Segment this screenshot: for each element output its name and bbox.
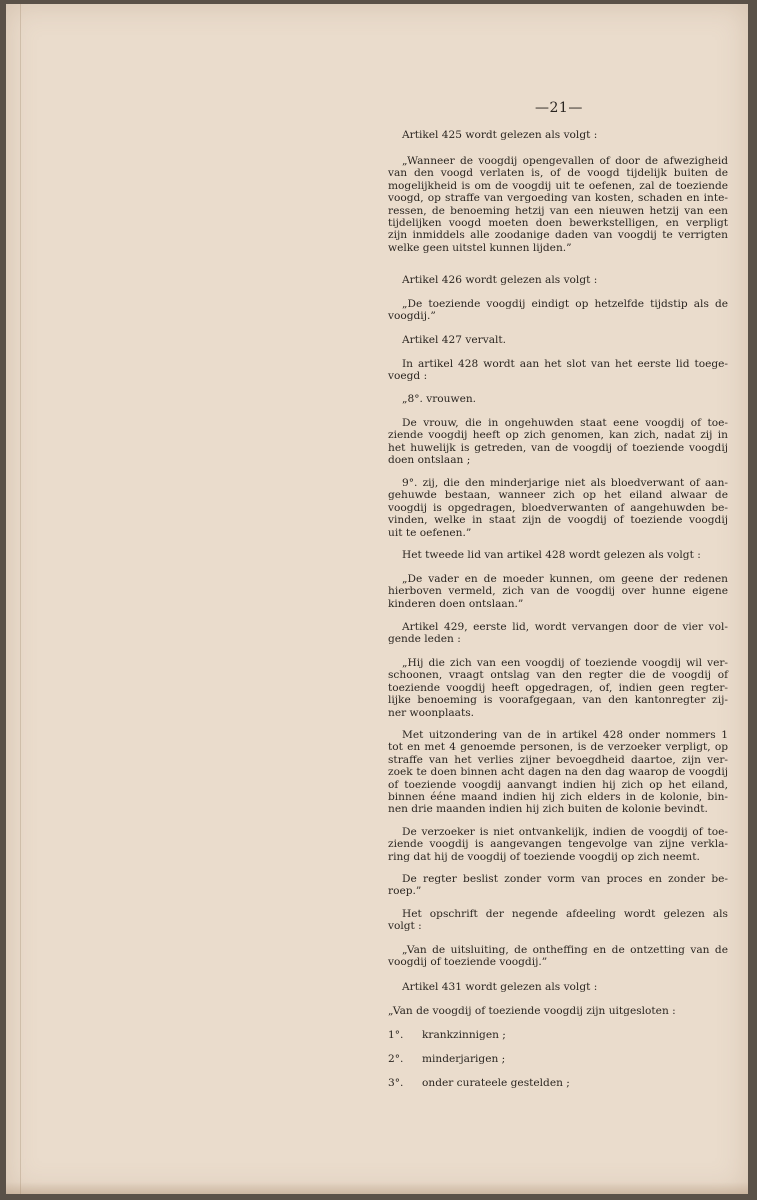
paragraph [388, 393, 728, 405]
text-line: zoek te doen binnen acht dagen na den dag waarop de voogdij [388, 766, 728, 779]
text-line: „Van de voogdij of toeziende voogdij zijn uitgesloten : [388, 1005, 676, 1017]
list-text: krankzinnigen ; [422, 1029, 506, 1041]
paragraph [388, 1005, 728, 1017]
paragraph [388, 657, 728, 719]
paragraph [388, 298, 728, 323]
paragraph [388, 826, 728, 863]
text-line: 9°. zij, die den minderjarige niet als bloedverwant of aan- [402, 477, 728, 489]
text-line: voogdij.” [388, 310, 436, 323]
paragraph [388, 944, 728, 969]
page-number: —21— [535, 100, 583, 116]
paragraph [388, 155, 728, 254]
text-line: gehuwde bestaan, wanneer zich op het eiland alwaar de [388, 489, 728, 502]
text-line: „Van de uitsluiting, de ontheffing en de ontzetting van de [402, 944, 728, 956]
text-line: Artikel 427 vervalt. [402, 334, 507, 346]
text-line: nen drie maanden indien hij zich buiten de kolonie bevindt. [388, 803, 708, 816]
text-line: kinderen doen ontslaan.” [388, 597, 524, 610]
list-number: 2°. [388, 1053, 404, 1065]
text-line: roep.” [388, 885, 422, 898]
text-line: „De vader en de moeder kunnen, om geene der redenen [402, 573, 728, 585]
text-line: lijke benoeming is voorafgegaan, van den kantonregter zij- [388, 694, 728, 707]
text-line: of toeziende voogdij aanvangt indien hij zich op het eiland, [388, 778, 728, 791]
text-line: doen ontslaan ; [388, 454, 471, 467]
text-line: „8°. vrouwen. [402, 393, 477, 405]
text-line: schoonen, vraagt ontslag van den regter die de voogdij of [388, 669, 728, 682]
list-text: minderjarigen ; [422, 1053, 506, 1065]
text-line: zijn inmiddels alle zoodanige daden van voogdij te verrigten [388, 229, 728, 242]
text-line: binnen ééne maand indien hij zich elders in de kolonie, bin- [388, 791, 728, 804]
text-line: voogdij is opgedragen, bloedverwanten of aangehuwden be- [388, 501, 728, 514]
text-line: Met uitzondering van de in artikel 428 onder nommers 1 [402, 729, 728, 741]
paragraph [388, 334, 728, 346]
list-item [388, 1053, 728, 1065]
text-line: ressen, de benoeming hetzij van een nieuwen hetzij van een [388, 204, 728, 217]
text-line: toeziende voogdij heeft opgedragen, of, indien geen regter- [388, 681, 728, 694]
text-line: Het opschrift der negende afdeeling wordt gelezen als [402, 908, 728, 920]
text-line: voegd : [388, 370, 428, 383]
paragraph [388, 477, 728, 539]
paragraph [388, 417, 728, 467]
text-line: welke geen uitstel kunnen lijden.” [388, 241, 572, 254]
paragraph [388, 129, 728, 141]
list-item [388, 1077, 728, 1089]
text-line: voogdij of toeziende voogdij.” [388, 956, 548, 969]
text-line: volgt : [388, 920, 422, 933]
list-item [388, 1029, 728, 1041]
list-text: onder curateele gestelden ; [422, 1077, 570, 1089]
text-line: ring dat hij de voogdij of toeziende voogdij op zich neemt. [388, 850, 700, 863]
text-line: In artikel 428 wordt aan het slot van het eerste lid toege- [402, 358, 728, 370]
paragraph [388, 549, 728, 561]
text-line: Artikel 426 wordt gelezen als volgt : [402, 274, 598, 286]
text-line: tijdelijken voogd moeten doen bewerkstelligen, en verpligt [388, 217, 728, 230]
document-page [6, 4, 748, 1194]
text-line: De vrouw, die in ongehuwden staat eene voogdij of toe- [402, 417, 728, 429]
text-line: De regter beslist zonder vorm van proces en zonder be- [402, 873, 728, 885]
text-line: uit te oefenen.” [388, 526, 472, 539]
text-line: hierboven vermeld, zich van de voogdij over hunne eigene [388, 585, 728, 598]
paragraph [388, 274, 728, 286]
paragraph [388, 981, 728, 993]
text-line: gende leden : [388, 633, 461, 646]
paragraph [388, 729, 728, 816]
paragraph [388, 873, 728, 898]
text-line: ner woonplaats. [388, 706, 475, 719]
list-number: 3°. [388, 1077, 404, 1089]
text-line: het huwelijk is getreden, van de voogdij of toeziende voogdij [388, 441, 728, 454]
text-line: voogd, op straffe van vergoeding van kosten, schaden en inte- [388, 192, 728, 205]
text-line: vinden, welke in staat zijn de voogdij of toeziende voogdij [388, 514, 728, 527]
text-line: Artikel 425 wordt gelezen als volgt : [402, 129, 598, 141]
paragraph [388, 908, 728, 933]
text-line: ziende voogdij heeft op zich genomen, kan zich, nadat zij in [388, 429, 728, 442]
text-line: mogelijkheid is om de voogdij uit te oefenen, zal de toeziende [388, 179, 728, 192]
text-line: De verzoeker is niet ontvankelijk, indien de voogdij of toe- [402, 826, 728, 838]
text-line: „Hij die zich van een voogdij of toeziende voogdij wil ver- [402, 657, 728, 669]
text-line: ziende voogdij is aangevangen tengevolge van zijne verkla- [388, 838, 728, 851]
list-number: 1°. [388, 1029, 404, 1041]
text-line: Het tweede lid van artikel 428 wordt gelezen als volgt : [402, 549, 701, 561]
text-line: van den voogd verlaten is, of de voogd tijdelijk buiten de [388, 167, 728, 180]
text-line: tot en met 4 genoemde personen, is de verzoeker verpligt, op [388, 741, 728, 754]
text-line: „Wanneer de voogdij opengevallen of door de afwezigheid [402, 155, 728, 167]
paragraph [388, 573, 728, 610]
paragraph [388, 358, 728, 383]
text-line: „De toeziende voogdij eindigt op hetzelfde tijdstip als de [402, 298, 728, 310]
text-line: straffe van het verlies zijner bevoegdheid daartoe, zijn ver- [388, 753, 728, 766]
text-line: Artikel 429, eerste lid, wordt vervangen door de vier vol- [402, 621, 728, 633]
text-line: Artikel 431 wordt gelezen als volgt : [402, 981, 598, 993]
paragraph [388, 621, 728, 646]
